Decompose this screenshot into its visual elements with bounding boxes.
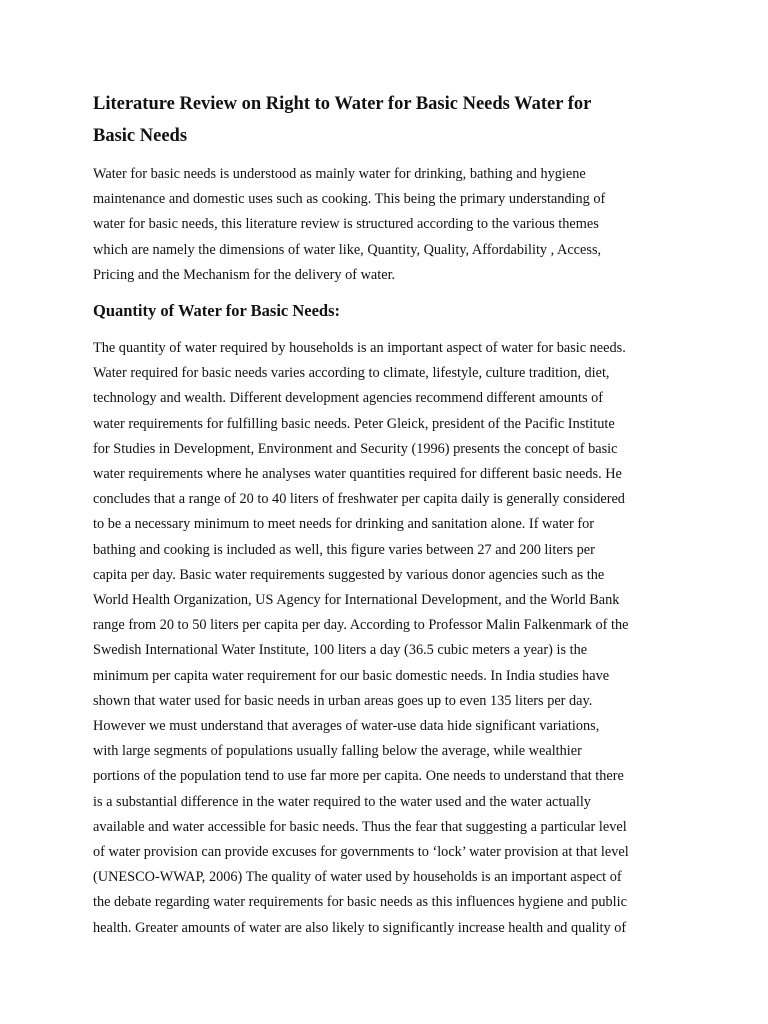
section-heading: Quantity of Water for Basic Needs: bbox=[93, 301, 341, 320]
text-line: portions of the population tend to use far more per capita. One needs to understand that there bbox=[93, 768, 624, 785]
title-line: Basic Needs bbox=[93, 126, 188, 146]
text-line: with large segments of populations usually falling below the average, while wealthier bbox=[93, 743, 582, 760]
text-line: technology and wealth. Different development agencies recommend different amounts of bbox=[93, 390, 604, 407]
text-line: The quantity of water required by households is an important aspect of water for basic needs. bbox=[93, 340, 626, 356]
text-line: water requirements where he analyses water quantities required for different basic needs. He bbox=[93, 466, 622, 483]
quantity-paragraph bbox=[93, 336, 693, 941]
text-line: to be a necessary minimum to meet needs for drinking and sanitation alone. If water for bbox=[93, 516, 595, 533]
text-line: Water required for basic needs varies according to climate, lifestyle, culture tradition, diet, bbox=[93, 365, 610, 382]
text-line: which are namely the dimensions of water like, Quantity, Quality, Affordability , Access, bbox=[93, 241, 602, 258]
text-line: range from 20 to 50 liters per capita per day. According to Professor Malin Falkenmark of the bbox=[93, 617, 629, 634]
text-line: shown that water used for basic needs in urban areas goes up to even 135 liters per day. bbox=[93, 692, 593, 709]
text-line: health. Greater amounts of water are also likely to significantly increase health and quality of bbox=[93, 919, 627, 936]
text-line: water for basic needs, this literature review is structured according to the various themes bbox=[93, 216, 599, 233]
text-line: minimum per capita water requirement for our basic domestic needs. In India studies have bbox=[93, 667, 610, 684]
document-title bbox=[93, 88, 693, 152]
title-line: Literature Review on Right to Water for Basic Needs Water for bbox=[93, 94, 592, 114]
text-line: World Health Organization, US Agency for International Development, and the World Bank bbox=[93, 592, 620, 609]
text-line: for Studies in Development, Environment and Security (1996) presents the concept of basic bbox=[93, 440, 618, 457]
text-line: Swedish International Water Institute, 100 liters a day (36.5 cubic meters a year) is the bbox=[93, 642, 588, 659]
text-line: concludes that a range of 20 to 40 liters of freshwater per capita daily is generally considered bbox=[93, 491, 625, 508]
text-line: the debate regarding water requirements for basic needs as this influences hygiene and public bbox=[93, 894, 627, 911]
text-line: maintenance and domestic uses such as cooking. This being the primary understanding of bbox=[93, 191, 606, 208]
text-line: Water for basic needs is understood as mainly water for drinking, bathing and hygiene bbox=[93, 166, 586, 182]
text-line: water requirements for fulfilling basic needs. Peter Gleick, president of the Pacific Institute bbox=[93, 415, 615, 432]
text-line: (UNESCO-WWAP, 2006) The quality of water used by households is an important aspect of bbox=[93, 869, 622, 886]
text-line: is a substantial difference in the water required to the water used and the water actually bbox=[93, 793, 591, 810]
text-line: available and water accessible for basic needs. Thus the fear that suggesting a particular level bbox=[93, 818, 627, 835]
intro-paragraph bbox=[93, 162, 693, 288]
text-line: Pricing and the Mechanism for the delivery of water. bbox=[93, 266, 396, 283]
text-line: capita per day. Basic water requirements suggested by various donor agencies such as the bbox=[93, 566, 605, 583]
text-line: bathing and cooking is included as well, this figure varies between 27 and 200 liters per bbox=[93, 541, 595, 558]
text-line: of water provision can provide excuses for governments to ‘lock’ water provision at that level bbox=[93, 844, 629, 861]
text-line: However we must understand that averages of water-use data hide significant variations, bbox=[93, 718, 600, 735]
